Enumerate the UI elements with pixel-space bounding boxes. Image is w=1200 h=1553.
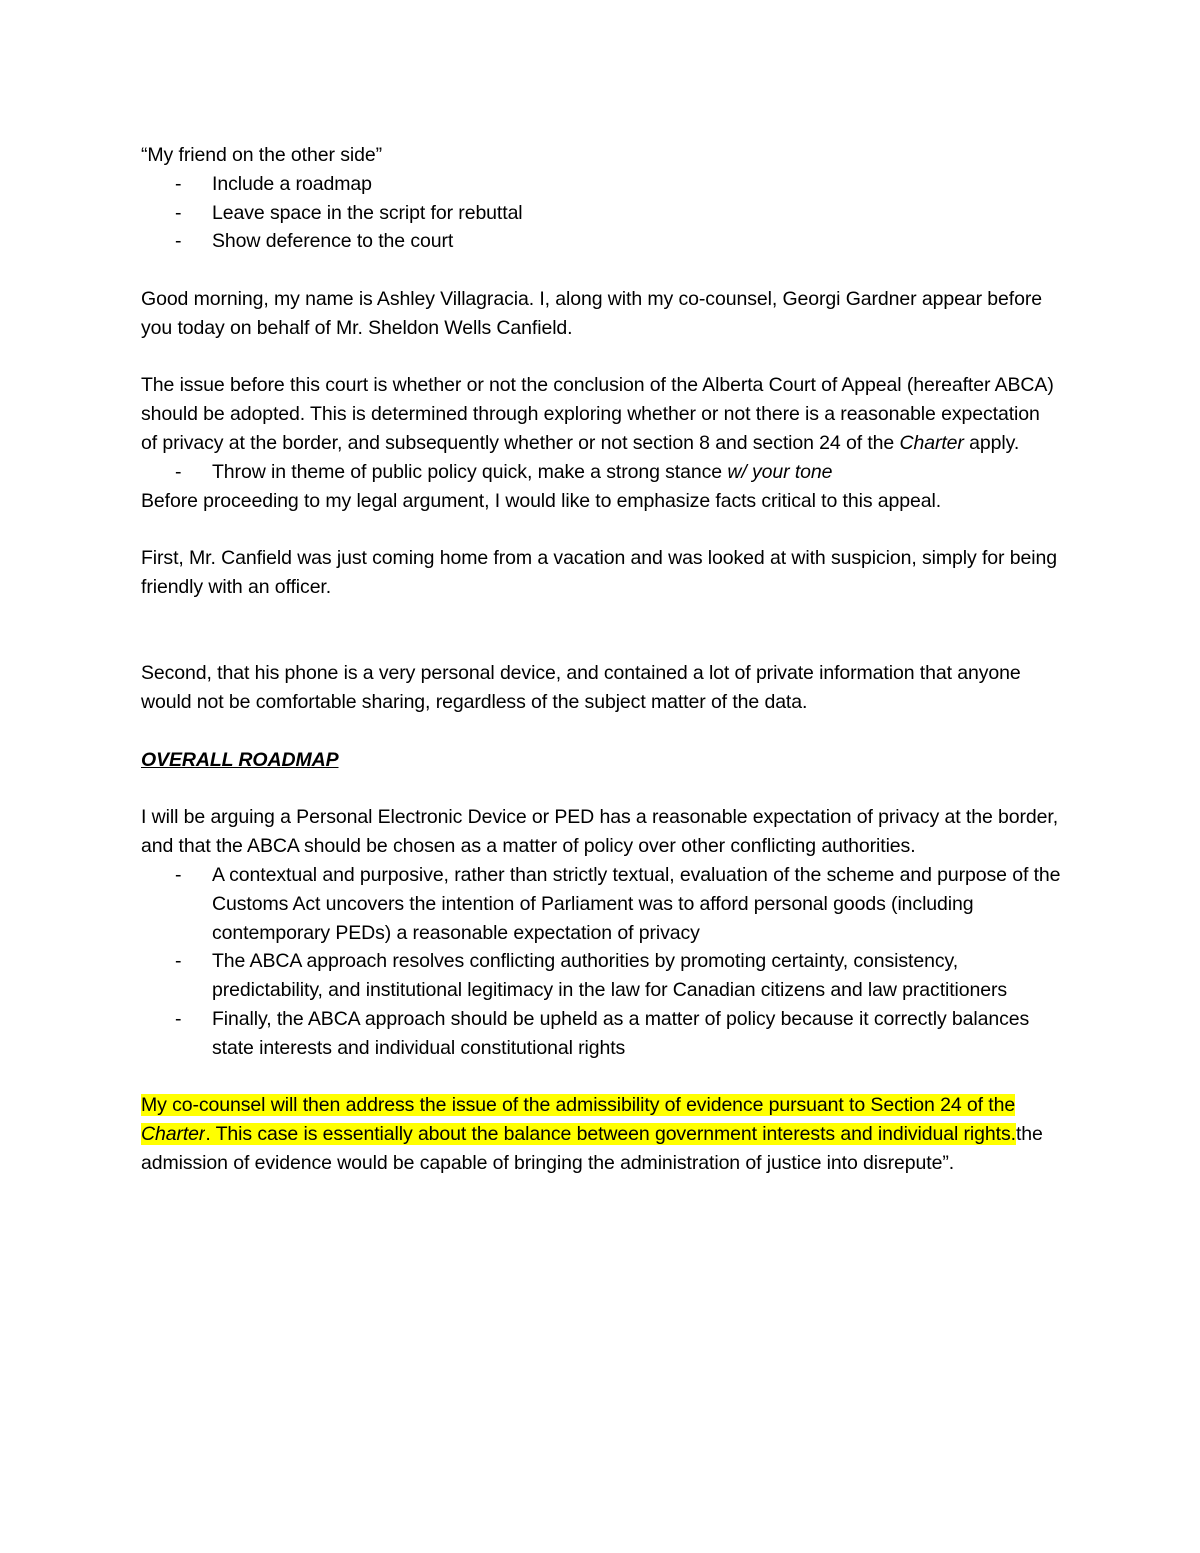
intro-notes-list <box>141 170 1061 256</box>
dash-bullet: - <box>175 1007 182 1030</box>
roadmap-point: Finally, the ABCA approach should be upheld as a matter of policy because it correctly balances state interests and individual constitutional rights <box>212 1007 1030 1059</box>
dash-bullet: - <box>175 460 182 483</box>
intro-quote: “My friend on the other side” <box>141 144 382 166</box>
roadmap-summary: I will be arguing a Personal Electronic Device or PED has a reasonable expectation of privacy at the border, and that the ABCA should be chosen as a matter of policy over other conflicting authorities. <box>141 806 1059 858</box>
opening-paragraph: Good morning, my name is Ashley Villagracia. I, along with my co-counsel, Georgi Gardner appear before you today on behalf of Mr. Sheldon Wells Canfield. <box>141 287 1042 339</box>
list-item <box>141 170 1061 199</box>
note-text: Show deference to the court <box>212 230 454 253</box>
transition-paragraph: Before proceeding to my legal argument, I would like to emphasize facts critical to this appeal. <box>141 489 942 512</box>
issue-paragraph <box>141 371 1061 457</box>
theme-note-emphasis: w/ your tone <box>727 460 833 483</box>
list-item <box>141 1005 1061 1063</box>
roadmap-point: The ABCA approach resolves conflicting authorities by promoting certainty, consistency, predictability, and institutional legitimacy in the law for Canadian citizens and law practitioners <box>212 950 1008 1002</box>
closing-text: the admission of evidence would be capable of bringing the administration of justice into disrepute”. <box>141 1123 1043 1174</box>
charter-term: Charter <box>899 431 964 454</box>
first-fact-paragraph: First, Mr. Canfield was just coming home from a vacation and was looked at with suspicion, simply for being friendly with an officer. <box>141 547 1057 598</box>
document-body <box>141 141 1061 1178</box>
list-item <box>141 947 1061 1005</box>
highlighted-text: My co-counsel will then address the issue of the admissibility of evidence pursuant to Section 24 of the <box>141 1094 1016 1117</box>
issue-text: The issue before this court is whether or not the conclusion of the Alberta Court of Appeal (hereafter ABCA) should be adopted. This is determined through exploring whether or not there is a reasonable expectation of privacy at the border, and subsequently whether or not section 8 and section 24 of the <box>141 374 1054 454</box>
issue-text-end: apply. <box>963 431 1020 454</box>
highlighted-charter-term: Charter <box>141 1123 206 1146</box>
roadmap-heading: OVERALL ROADMAP <box>141 748 339 771</box>
list-item <box>141 458 1061 487</box>
second-fact-paragraph: Second, that his phone is a very personal device, and contained a lot of private information that anyone would not be comfortable sharing, regardless of the subject matter of the data. <box>141 662 1021 714</box>
dash-bullet: - <box>175 201 182 224</box>
closing-paragraph <box>141 1091 1061 1177</box>
list-item <box>141 227 1061 256</box>
highlighted-text-end: . This case is essentially about the balance between government interests and individual rights. <box>205 1123 1016 1146</box>
dash-bullet: - <box>175 172 182 195</box>
list-item <box>141 861 1061 947</box>
list-item <box>141 199 1061 228</box>
note-text: Include a roadmap <box>212 172 372 195</box>
note-text: Leave space in the script for rebuttal <box>212 201 523 224</box>
roadmap-points-list <box>141 861 1061 1063</box>
theme-note-list <box>141 458 1061 487</box>
dash-bullet: - <box>175 950 182 973</box>
dash-bullet: - <box>175 230 182 253</box>
dash-bullet: - <box>175 863 182 886</box>
roadmap-point: A contextual and purposive, rather than strictly textual, evaluation of the scheme and purpose of the Customs Act uncovers the intention of Parliament was to afford personal goods (including contemporary PEDs) a reasonable expectation of privacy <box>212 863 1061 944</box>
theme-note-text: Throw in theme of public policy quick, make a strong stance <box>212 460 728 483</box>
